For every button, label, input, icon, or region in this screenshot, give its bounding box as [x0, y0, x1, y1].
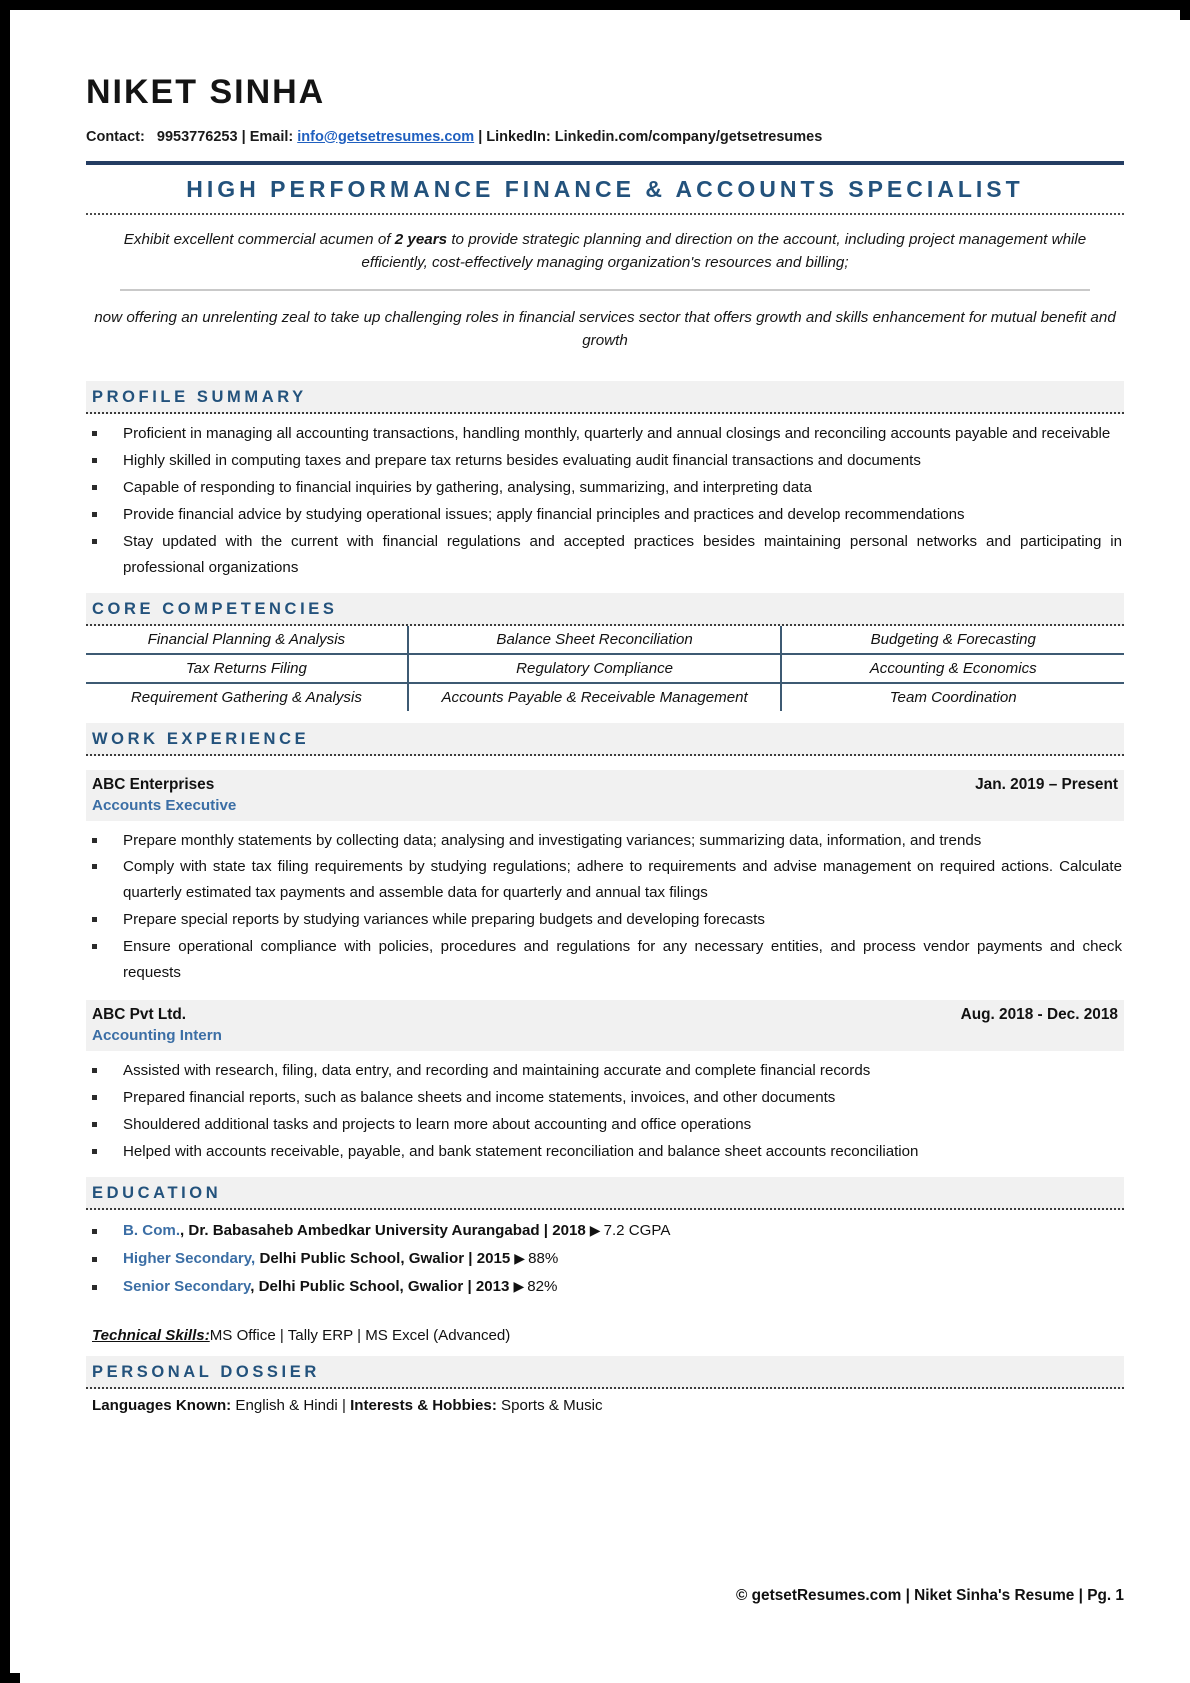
section-title: PERSONAL DOSSIER: [92, 1362, 320, 1381]
education-score: 88%: [528, 1249, 559, 1267]
section-header-work-experience: [86, 723, 1124, 756]
list-item: Comply with state tax filing requirements by studying regulations; adhere to requirements and advise management on required actions. Calculate quarterly estimated tax payments and assemble data for quarterly and annual tax filings: [86, 854, 1124, 906]
headline-band: [86, 165, 1124, 213]
linkedin-label: LinkedIn:: [486, 128, 551, 145]
education-comma: ,: [250, 1277, 255, 1295]
tagline-part2: to provide strategic planning and direction on the account, including project management while efficiently, cost-effectively managing organization's resources and billing;: [361, 230, 1087, 272]
contact-line: [86, 128, 1124, 147]
education-score: 82%: [527, 1277, 558, 1295]
education-list: [86, 1217, 1124, 1301]
section-title: WORK EXPERIENCE: [92, 729, 310, 748]
email-link[interactable]: info@getsetresumes.com: [297, 128, 475, 145]
tagline-primary: [86, 215, 1124, 287]
list-item: Stay updated with the current with financial regulations and accepted practices besides maintaining personal networks and participating in professional organizations: [86, 529, 1124, 581]
list-item: Ensure operational compliance with policies, procedures and regulations for any necessary entities, and process vendor payments and check requests: [86, 934, 1124, 986]
contact-separator-2: |: [478, 128, 483, 145]
table-cell: Balance Sheet Reconciliation: [408, 626, 782, 654]
page-footer: © getsetResumes.com | Niket Sinha's Resume | Pg. 1: [736, 1587, 1124, 1604]
education-institution: Dr. Babasaheb Ambedkar University Aurangabad | 2018: [184, 1222, 586, 1240]
profile-summary-list: [86, 421, 1124, 581]
technical-skills-line: [86, 1327, 1124, 1344]
employment-dates: Jan. 2019 – Present: [975, 775, 1118, 793]
interests-value: Sports & Music: [496, 1396, 603, 1414]
section-header-profile-summary: [86, 381, 1124, 414]
education-degree: Senior Secondary: [123, 1277, 251, 1295]
dossier-separator: |: [341, 1396, 351, 1414]
section-title: PROFILE SUMMARY: [92, 387, 307, 406]
tagline-secondary: now offering an unrelenting zeal to take up challenging roles in financial services sector that offers growth and skills enhancement for mutual benefit and growth: [94, 308, 1116, 350]
job-bullets-list: [86, 828, 1124, 987]
education-institution: Delhi Public School, Gwalior | 2015: [255, 1249, 511, 1267]
list-item: Helped with accounts receivable, payable, and bank statement reconciliation and balance sheet accounts reconciliation: [86, 1139, 1124, 1165]
table-cell: Tax Returns Filing: [86, 654, 408, 683]
triangle-right-icon: ▶: [513, 1277, 525, 1294]
technical-skills-value: MS Office | Tally ERP | MS Excel (Advanced): [209, 1326, 511, 1344]
list-item: [86, 1245, 1124, 1273]
table-row: [86, 683, 1124, 711]
table-cell: Regulatory Compliance: [408, 654, 782, 683]
job-title: Accounts Executive: [86, 797, 1124, 821]
list-item: Prepare monthly statements by collecting data; analysing and investigating variances; summarizing data, information, and trends: [86, 828, 1124, 854]
table-cell: Team Coordination: [889, 688, 1017, 706]
education-comma: ,: [180, 1222, 185, 1240]
table-row: [86, 626, 1124, 654]
table-cell: Financial Planning & Analysis: [86, 626, 408, 654]
personal-dossier-line: [86, 1389, 1124, 1414]
headline-text: HIGH PERFORMANCE FINANCE & ACCOUNTS SPECIALIST: [186, 175, 1024, 202]
table-cell: Accounts Payable & Receivable Management: [408, 683, 782, 711]
table-cell: Accounting & Economics: [781, 654, 1124, 683]
tagline-highlight: 2 years: [394, 230, 448, 248]
contact-separator-1: |: [241, 128, 246, 145]
section-header-personal-dossier: [86, 1356, 1124, 1389]
candidate-name: NIKET SINHA: [86, 73, 326, 111]
technical-skills-label: Technical Skills:: [92, 1326, 210, 1344]
tagline-part1: Exhibit excellent commercial acumen of: [123, 230, 395, 248]
list-item: Proficient in managing all accounting transactions, handling monthly, quarterly and annual closings and reconciling accounts payable and receivable: [86, 421, 1124, 447]
section-title: CORE COMPETENCIES: [92, 599, 338, 618]
list-item: Prepare special reports by studying variances while preparing budgets and developing forecasts: [86, 907, 1124, 933]
list-item: Highly skilled in computing taxes and prepare tax returns besides evaluating audit financial transactions and documents: [86, 448, 1124, 474]
languages-label: Languages Known:: [92, 1396, 232, 1414]
linkedin-url: Linkedin.com/company/getsetresumes: [554, 128, 823, 145]
languages-value: English & Hindi: [231, 1396, 342, 1414]
list-item: Provide financial advice by studying operational issues; apply financial principles and practices and develop recommendations: [86, 502, 1124, 528]
section-title: EDUCATION: [92, 1184, 222, 1203]
list-item: [86, 1217, 1124, 1245]
list-item: Shouldered additional tasks and projects to learn more about accounting and office operations: [86, 1112, 1124, 1138]
email-label: Email:: [249, 128, 294, 145]
list-item: [86, 1273, 1124, 1301]
education-institution: Delhi Public School, Gwalior | 2013: [254, 1277, 510, 1295]
education-degree: Higher Secondary,: [123, 1249, 256, 1267]
table-cell: Requirement Gathering & Analysis: [86, 683, 408, 711]
list-item: Assisted with research, filing, data entry, and recording and maintaining accurate and complete financial records: [86, 1058, 1124, 1084]
job-header: [86, 1000, 1124, 1027]
resume-sheet: [20, 20, 1190, 1683]
table-cell: Budgeting & Forecasting: [781, 626, 1124, 654]
list-item: Capable of responding to financial inquiries by gathering, analysing, summarizing, and interpreting data: [86, 475, 1124, 501]
job-header: [86, 770, 1124, 797]
section-header-core-competencies: [86, 593, 1124, 626]
education-score: 7.2 CGPA: [603, 1222, 671, 1240]
education-degree: B. Com.: [123, 1222, 181, 1240]
table-row: [86, 654, 1124, 683]
phone-number: 9953776253: [156, 128, 238, 145]
triangle-right-icon: ▶: [589, 1222, 601, 1239]
list-item: Prepared financial reports, such as balance sheets and income statements, invoices, and other documents: [86, 1085, 1124, 1111]
employment-dates: Aug. 2018 - Dec. 2018: [960, 1006, 1118, 1024]
interests-label: Interests & Hobbies:: [350, 1396, 497, 1414]
triangle-right-icon: ▶: [514, 1249, 526, 1266]
company-name: ABC Enterprises: [92, 775, 215, 793]
core-competencies-table: [86, 626, 1124, 711]
job-title: Accounting Intern: [86, 1027, 1124, 1051]
section-header-education: [86, 1177, 1124, 1210]
contact-label: Contact:: [86, 128, 145, 145]
job-bullets-list: [86, 1058, 1124, 1165]
company-name: ABC Pvt Ltd.: [92, 1006, 187, 1024]
